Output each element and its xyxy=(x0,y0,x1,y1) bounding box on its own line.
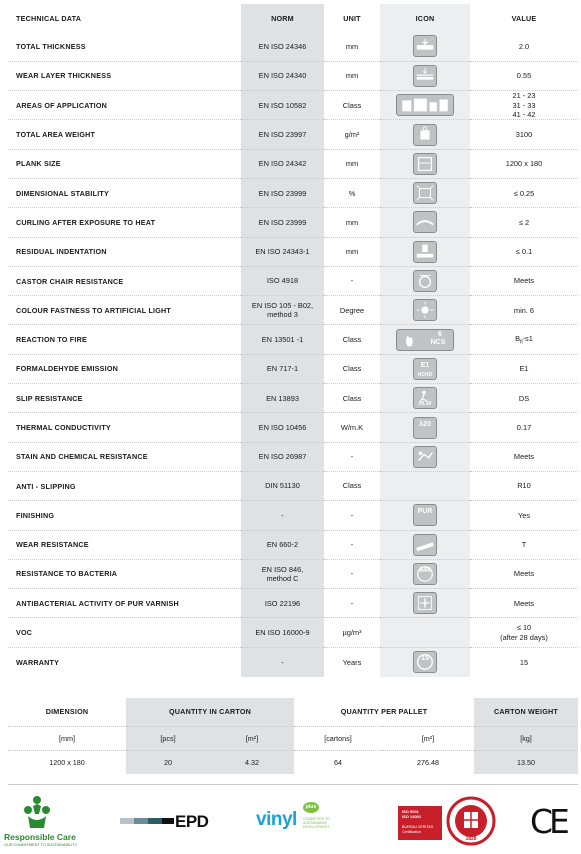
spec-row xyxy=(8,559,578,588)
property-name: WARRANTY xyxy=(8,647,241,676)
spec-value: 2.0 xyxy=(470,32,578,61)
spec-row xyxy=(8,149,578,178)
norm-value xyxy=(241,559,324,588)
property-name: WEAR LAYER THICKNESS xyxy=(8,61,241,90)
spec-value: Meets xyxy=(470,442,578,471)
icon-label: 846 xyxy=(419,566,431,574)
unit-value: mm xyxy=(324,61,380,90)
iso-9001-label: ISO 9001 xyxy=(402,809,419,814)
bureau-veritas-seal-icon xyxy=(446,796,496,846)
spec-value xyxy=(470,618,578,647)
spec-row xyxy=(8,442,578,471)
spec-row xyxy=(8,354,578,383)
unit-mm: [mm] xyxy=(8,726,126,750)
norm-value: EN ISO 26987 xyxy=(241,442,324,471)
unit-value: - xyxy=(324,559,380,588)
residual-indentation-icon xyxy=(413,241,437,263)
spec-row xyxy=(8,471,578,500)
icon-label: NCS xyxy=(430,338,446,346)
norm-value: EN ISO 16000-9 xyxy=(241,618,324,647)
header-value: VALUE xyxy=(470,4,578,32)
unit-value: W/m.K xyxy=(324,413,380,442)
spec-row xyxy=(8,501,578,530)
value-line: 41 - 42 xyxy=(512,109,536,119)
norm-value: EN 13893 xyxy=(241,384,324,413)
icon-cell xyxy=(380,471,470,500)
spec-row xyxy=(8,208,578,237)
dimension-table xyxy=(8,698,578,774)
header-quantity-per-pallet: QUANTITY PER PALLET xyxy=(340,707,428,717)
icon-cell xyxy=(380,296,470,325)
icon-cell xyxy=(380,32,470,61)
responsible-care-logo-text: Responsible Care xyxy=(4,832,76,842)
icon-cell xyxy=(380,178,470,207)
slip-resistance-icon xyxy=(413,387,437,409)
unit-pcs: [pcs] xyxy=(126,726,210,750)
dimension-units-row xyxy=(8,726,578,750)
weight-icon xyxy=(413,124,437,146)
unit-value: - xyxy=(324,266,380,295)
unit-value: µg/m³ xyxy=(324,618,380,647)
vinylplus-badge: plus xyxy=(303,802,319,813)
spec-row xyxy=(8,237,578,266)
icon-cell xyxy=(380,149,470,178)
value-line: (after 28 days) xyxy=(500,632,548,642)
ce-mark: CE xyxy=(530,802,566,841)
unit-value: g/m² xyxy=(324,120,380,149)
header-quantity-in-carton: QUANTITY IN CARTON xyxy=(126,698,294,726)
icon-cell xyxy=(380,91,470,120)
icon-sublabel: ≥0.30 xyxy=(418,400,432,407)
light-fastness-icon xyxy=(413,299,437,321)
icon-cell xyxy=(380,384,470,413)
total-thickness-icon xyxy=(413,35,437,57)
icon-sublabel: HCHO xyxy=(417,371,433,378)
norm-value: EN 660-2 xyxy=(241,530,324,559)
property-name: PLANK SIZE xyxy=(8,149,241,178)
fire-reaction-icon xyxy=(396,329,454,351)
iso-14001-label: ISO 14001 xyxy=(402,814,422,820)
header-icon: ICON xyxy=(380,4,470,32)
property-name: RESIDUAL INDENTATION xyxy=(8,237,241,266)
icon-cell xyxy=(380,237,470,266)
value-m2-pallet: 276.48 xyxy=(417,757,439,767)
spec-value: 15 xyxy=(470,647,578,676)
property-name: STAIN AND CHEMICAL RESISTANCE xyxy=(8,442,241,471)
antibacterial-icon xyxy=(413,592,437,614)
unit-value: mm xyxy=(324,208,380,237)
icon-cell xyxy=(380,266,470,295)
vinylplus-tagline: COMMITTED TO SUSTAINABLE DEVELOPMENT xyxy=(303,817,330,830)
spec-value: min. 6 xyxy=(470,296,578,325)
spec-row xyxy=(8,589,578,618)
spec-row xyxy=(8,296,578,325)
header-technical-data: TECHNICAL DATA xyxy=(8,4,241,32)
spec-value: Meets xyxy=(470,589,578,618)
spec-value: Meets xyxy=(470,266,578,295)
spec-header-row xyxy=(8,4,578,32)
icon-cell xyxy=(380,442,470,471)
icon-cell xyxy=(380,354,470,383)
areas-of-application-icon xyxy=(396,94,454,116)
spec-row xyxy=(8,384,578,413)
norm-value xyxy=(241,296,324,325)
spec-value: ≤ 2 xyxy=(470,208,578,237)
spec-row xyxy=(8,618,578,647)
unit-value: Class xyxy=(324,471,380,500)
bacteria-resistance-icon xyxy=(413,563,437,585)
stain-resistance-icon xyxy=(413,446,437,468)
unit-value: % xyxy=(324,178,380,207)
norm-value: EN ISO 24342 xyxy=(241,149,324,178)
epd-logo-text: EPD xyxy=(175,812,209,831)
thermal-conductivity-icon xyxy=(413,417,437,439)
iso-standards xyxy=(402,809,421,819)
unit-value: mm xyxy=(324,237,380,266)
unit-m2-carton: [m²] xyxy=(210,726,294,750)
unit-value: Class xyxy=(324,354,380,383)
icon-cell xyxy=(380,647,470,676)
value-pcs: 20 xyxy=(126,750,210,774)
icon-cell xyxy=(380,501,470,530)
value-line: ≤ 10 xyxy=(516,623,532,633)
property-name: TOTAL THICKNESS xyxy=(8,32,241,61)
norm-line: method 3 xyxy=(267,310,298,320)
norm-value: ISO 4918 xyxy=(241,266,324,295)
formaldehyde-icon xyxy=(413,358,437,380)
spec-value xyxy=(470,325,578,354)
norm-value: - xyxy=(241,501,324,530)
value-dimension: 1200 x 180 xyxy=(49,757,85,767)
unit-value: - xyxy=(324,530,380,559)
vinylplus-logo-text: vinyl xyxy=(256,809,297,830)
responsible-care-icon xyxy=(22,794,52,830)
value-main: B xyxy=(515,333,521,343)
spec-value xyxy=(470,91,578,120)
norm-value: EN ISO 10456 xyxy=(241,413,324,442)
unit-value: mm xyxy=(324,32,380,61)
unit-value: - xyxy=(324,442,380,471)
spec-row xyxy=(8,120,578,149)
responsible-care-tagline: OUR COMMITMENT TO SUSTAINABILITY xyxy=(4,843,78,847)
unit-m2-pallet: [m²] xyxy=(382,726,474,750)
unit-value: Class xyxy=(324,384,380,413)
property-name: VOC xyxy=(8,618,241,647)
spec-body xyxy=(8,32,578,677)
icon-cell xyxy=(380,61,470,90)
header-norm: NORM xyxy=(241,4,324,32)
unit-value: mm xyxy=(324,149,380,178)
norm-value: - xyxy=(241,647,324,676)
spec-value: T xyxy=(470,530,578,559)
property-name: TOTAL AREA WEIGHT xyxy=(8,120,241,149)
property-name: CASTOR CHAIR RESISTANCE xyxy=(8,266,241,295)
property-name: ANTI - SLIPPING xyxy=(8,471,241,500)
warranty-icon xyxy=(413,651,437,673)
norm-value: EN 13501 -1 xyxy=(241,325,324,354)
value-subscript: fl xyxy=(520,339,523,346)
spec-value: E1 xyxy=(470,354,578,383)
spec-value: 0.17 xyxy=(470,413,578,442)
spec-row xyxy=(8,178,578,207)
property-name: CURLING AFTER EXPOSURE TO HEAT xyxy=(8,208,241,237)
norm-value: DIN 51130 xyxy=(241,471,324,500)
icon-number: 6 xyxy=(438,330,442,338)
certification-logos xyxy=(0,792,581,852)
norm-value: EN ISO 10582 xyxy=(241,91,324,120)
icon-label: 15 xyxy=(421,655,429,663)
value-line: 31 - 33 xyxy=(512,100,536,110)
norm-value: EN ISO 24343-1 xyxy=(241,237,324,266)
epd-bars-icon xyxy=(120,818,174,824)
dimension-values-row xyxy=(8,750,578,774)
property-name: DIMENSIONAL STABILITY xyxy=(8,178,241,207)
bureau-veritas-year: 1828 xyxy=(465,836,477,842)
spec-row xyxy=(8,266,578,295)
pur-finishing-icon xyxy=(413,504,437,526)
property-name: SLIP RESISTANCE xyxy=(8,384,241,413)
icon-label: PUR xyxy=(417,508,433,516)
plank-size-icon xyxy=(413,153,437,175)
spec-row xyxy=(8,325,578,354)
spec-value: Yes xyxy=(470,501,578,530)
dimensional-stability-icon xyxy=(413,182,437,204)
norm-line: EN ISO 105 - B02, xyxy=(251,301,314,311)
header-dimension: DIMENSION xyxy=(45,707,89,717)
unit-value: - xyxy=(324,501,380,530)
property-name: ANTIBACTERIAL ACTIVITY OF PUR VARNISH xyxy=(8,589,241,618)
value-line: 21 - 23 xyxy=(512,91,536,101)
icon-cell xyxy=(380,413,470,442)
property-name: COLOUR FASTNESS TO ARTIFICIAL LIGHT xyxy=(8,296,241,325)
icon-cell xyxy=(380,559,470,588)
unit-value: - xyxy=(324,589,380,618)
norm-value: ISO 22196 xyxy=(241,589,324,618)
unit-value: Degree xyxy=(324,296,380,325)
value-kg: 13.50 xyxy=(474,750,578,774)
icon-cell xyxy=(380,530,470,559)
spec-value: ≤ 0.1 xyxy=(470,237,578,266)
property-name: THERMAL CONDUCTIVITY xyxy=(8,413,241,442)
property-name: FORMALDEHYDE EMISSION xyxy=(8,354,241,383)
spec-value: Meets xyxy=(470,559,578,588)
norm-value: EN 717-1 xyxy=(241,354,324,383)
spec-row xyxy=(8,91,578,120)
property-name: WEAR RESISTANCE xyxy=(8,530,241,559)
spec-row xyxy=(8,61,578,90)
icon-label: λ20 xyxy=(419,420,431,428)
property-name: RESISTANCE TO BACTERIA xyxy=(8,559,241,588)
unit-value: Class xyxy=(324,325,380,354)
norm-line: EN ISO 846, xyxy=(261,564,304,574)
curling-icon xyxy=(413,211,437,233)
icon-cell xyxy=(380,325,470,354)
norm-value: EN ISO 23999 xyxy=(241,208,324,237)
spec-value: 0.55 xyxy=(470,61,578,90)
header-unit: UNIT xyxy=(324,4,380,32)
value-m2-carton: 4.32 xyxy=(210,750,294,774)
norm-value: EN ISO 23997 xyxy=(241,120,324,149)
norm-line: method C xyxy=(266,573,299,583)
icon-cell xyxy=(380,618,470,647)
icon-label: E1 xyxy=(420,361,430,369)
wear-layer-icon xyxy=(413,65,437,87)
norm-value: EN ISO 23999 xyxy=(241,178,324,207)
icon-cell xyxy=(380,208,470,237)
footer-divider xyxy=(8,784,578,785)
unit-cartons: [cartons] xyxy=(294,726,382,750)
property-name: REACTION TO FIRE xyxy=(8,325,241,354)
bureau-veritas-text: BUREAU VERITAS Certification xyxy=(402,825,434,834)
dimension-header-row xyxy=(8,698,578,726)
header-carton-weight: CARTON WEIGHT xyxy=(474,698,578,726)
wear-resistance-icon xyxy=(413,534,437,556)
spec-row xyxy=(8,413,578,442)
spec-row xyxy=(8,32,578,61)
spec-value: ≤ 0.25 xyxy=(470,178,578,207)
spec-row xyxy=(8,530,578,559)
unit-value: Class xyxy=(324,91,380,120)
spec-value: DS xyxy=(470,384,578,413)
value-rest: -s1 xyxy=(522,333,533,343)
unit-value: Years xyxy=(324,647,380,676)
icon-cell xyxy=(380,120,470,149)
norm-value: EN ISO 24346 xyxy=(241,32,324,61)
spec-row xyxy=(8,647,578,676)
property-name: FINISHING xyxy=(8,501,241,530)
unit-kg: [kg] xyxy=(474,726,578,750)
value-cartons: 64 xyxy=(334,757,342,767)
spec-value: 3100 xyxy=(470,120,578,149)
spec-value: R10 xyxy=(470,471,578,500)
castor-chair-icon xyxy=(413,270,437,292)
spec-value: 1200 x 180 xyxy=(470,149,578,178)
icon-cell xyxy=(380,589,470,618)
property-name: AREAS OF APPLICATION xyxy=(8,91,241,120)
norm-value: EN ISO 24340 xyxy=(241,61,324,90)
technical-data-table xyxy=(8,4,578,677)
